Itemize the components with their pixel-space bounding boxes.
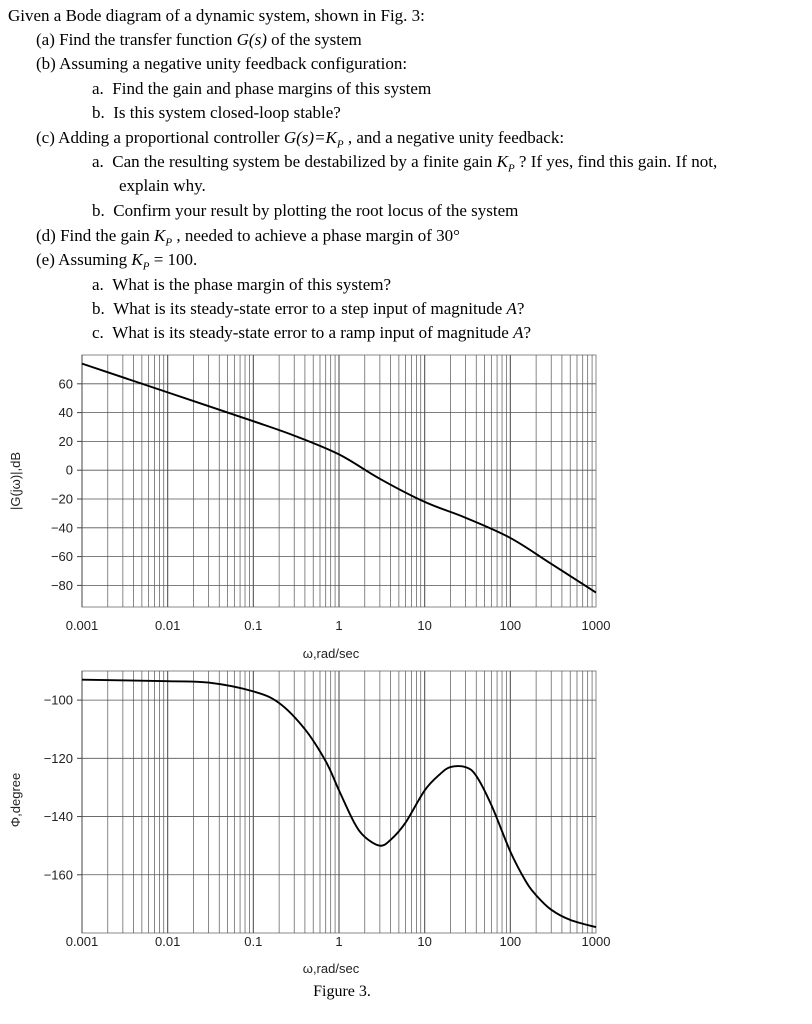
magnitude-chart (8, 355, 610, 661)
x-tick-label: 1 (335, 618, 343, 633)
x-tick-label: 100 (499, 934, 522, 949)
y-tick-label: 0 (65, 462, 73, 478)
x-tick-label: 1 (335, 934, 343, 949)
x-axis-label: ω,rad/sec (302, 646, 360, 661)
part-e: (e) Assuming $K_P = 100$. (36, 250, 198, 273)
y-tick-label: 40 (58, 405, 73, 421)
problem-intro: Given a Bode diagram of a dynamic system, shown in Fig. 3: (8, 6, 425, 25)
y-tick-label: 60 (58, 376, 73, 392)
part-d: (d) Find the gain $K_P$ , needed to achieve a phase margin of 30° (36, 226, 460, 249)
part-b-item-a: a. Find the gain and phase margins of this system (92, 79, 432, 98)
y-tick-label: 20 (58, 433, 73, 449)
x-tick-label: 1000 (581, 934, 611, 949)
x-tick-label: 1000 (581, 618, 611, 633)
x-tick-label: 10 (417, 934, 432, 949)
part-a: (a) Find the transfer function G(s) of the system (36, 30, 362, 49)
part-c: (c) Adding a proportional controller $G(s)=K_P$ , and a negative unity feedback: (36, 128, 565, 151)
part-e-item-b: b. What is its steady-state error to a step input of magnitude A? (92, 299, 525, 318)
y-tick-label: −100 (43, 692, 73, 708)
part-c-item-b: b. Confirm your result by plotting the root locus of the system (92, 201, 519, 220)
x-tick-label: 0.1 (244, 934, 263, 949)
y-tick-label: −20 (50, 491, 73, 507)
x-tick-label: 0.001 (65, 934, 99, 949)
y-axis-label: |G(jω)|,dB (8, 451, 23, 511)
phase-chart (8, 671, 610, 976)
part-b-item-b: b. Is this system closed-loop stable? (92, 103, 341, 122)
x-tick-label: 0.1 (244, 618, 263, 633)
x-tick-label: 10 (417, 618, 432, 633)
x-axis-label: ω,rad/sec (302, 961, 360, 976)
x-tick-label: 0.001 (65, 618, 99, 633)
y-tick-label: −160 (43, 867, 73, 883)
x-tick-label: 0.01 (155, 618, 181, 633)
y-tick-label: −60 (50, 549, 73, 565)
figure-caption: Figure 3. (313, 983, 371, 1000)
part-c-item-a-line2: explain why. (119, 176, 206, 195)
x-tick-label: 0.01 (155, 934, 181, 949)
y-tick-label: −140 (43, 809, 73, 825)
part-b: (b) Assuming a negative unity feedback configuration: (36, 54, 408, 73)
y-tick-label: −40 (50, 520, 73, 536)
part-c-item-a: a. Can the resulting system be destabilized by a finite gain $K_P$ ? If yes, find this gain. If not, (92, 152, 718, 175)
y-tick-label: −120 (43, 750, 73, 766)
part-e-item-c: c. What is its steady-state error to a ramp input of magnitude A? (92, 323, 532, 342)
part-e-item-a: a. What is the phase margin of this system? (92, 275, 392, 294)
y-tick-label: −80 (50, 577, 73, 593)
x-tick-label: 100 (499, 618, 522, 633)
y-axis-label: Φ,degree (8, 772, 23, 828)
